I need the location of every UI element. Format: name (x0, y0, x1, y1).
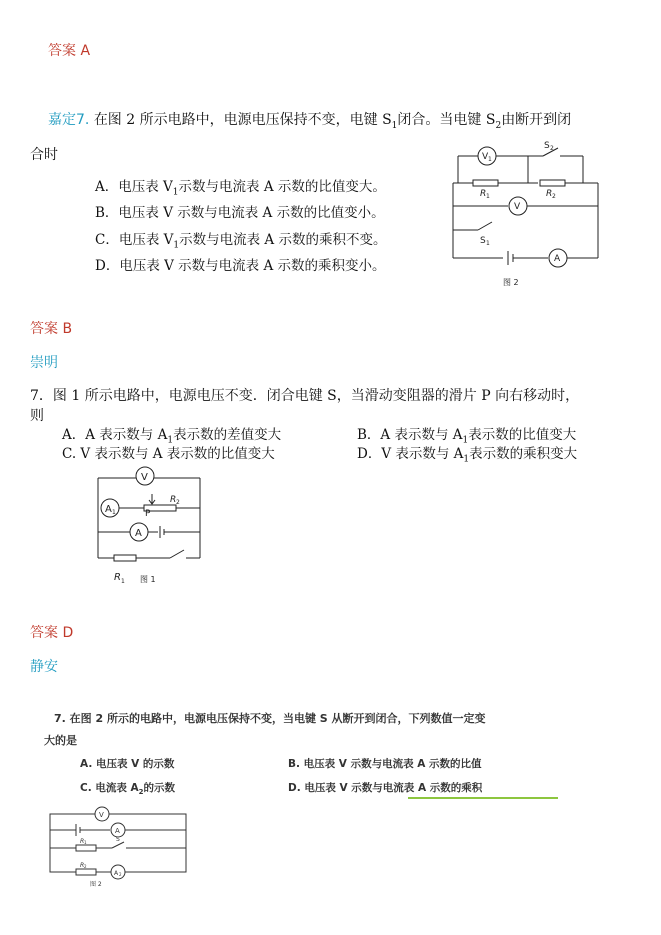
option-text: 示数与电流表 A 示数的比值变大。 (178, 179, 386, 195)
answer-label-1: 答案 A (48, 43, 91, 59)
district-jingan: 静安 (30, 659, 58, 675)
circuit-diagram-jiading (448, 138, 608, 290)
label-v1: V (482, 152, 489, 162)
subscript: 1 (463, 454, 470, 465)
option-c: C. V 表示数与 A 表示数的比值变大 (62, 446, 275, 462)
option-text: 示数与电流表 A 示数的乘积不变。 (179, 232, 387, 248)
stem-continuation: 则 (30, 408, 44, 424)
label-a: A (554, 254, 561, 264)
label-a: A (135, 528, 142, 539)
option-text: 的示数 (143, 782, 176, 794)
label-v: V (514, 202, 521, 212)
option-text: C. 电流表 A (80, 782, 139, 794)
subscript: 1 (172, 187, 179, 198)
question-number: 7. (76, 112, 90, 128)
stem-part: 在图 2 所示电路中，电源电压保持不变，电键 S (93, 112, 392, 128)
option-text: D．电压表 V 示数与电流表 A 示数的乘积变小。 (95, 258, 386, 274)
label-sub: 2 (176, 499, 180, 506)
label-r2: R (80, 862, 85, 869)
label-a1: A (105, 504, 112, 515)
option-a: A. 电压表 V 的示数 (80, 758, 175, 770)
answer-label-3: 答案 D (30, 625, 74, 641)
subscript: 1 (391, 120, 398, 131)
option-text: D．V 表示数与 A (357, 446, 464, 462)
label-sub: 2 (550, 145, 554, 152)
option-b (95, 203, 385, 223)
label-v: V (141, 472, 148, 483)
option-text: B．电压表 V 示数与电流表 A 示数的比值变小。 (95, 205, 385, 221)
label-r1: R (480, 189, 487, 199)
circuit-diagram-chongming (92, 462, 212, 590)
stem-continuation: 大的是 (44, 734, 77, 747)
stem-part: 闭合。当电键 S (397, 112, 496, 128)
label-a: A (115, 827, 120, 835)
option-d (95, 256, 386, 276)
label-sub: 1 (112, 509, 116, 516)
question-chongming: 7．图 1 所示电路中，电源电压不变．闭合电键 S，当滑动变阻器的滑片 P 向右移动时， (30, 388, 580, 404)
option-text: B．A 表示数与 A (357, 427, 463, 443)
option-d (357, 444, 577, 470)
label-sub: 1 (121, 578, 125, 585)
label-sub: 1 (486, 193, 490, 200)
district-chongming: 崇明 (30, 355, 58, 371)
label-sub: 2 (119, 872, 122, 877)
figure-caption: 图 1 (140, 575, 156, 584)
option-text: 表示数的比值变大 (468, 427, 577, 443)
label-sub: 1 (84, 840, 87, 845)
subscript: 1 (167, 435, 174, 446)
label-sub: 1 (488, 156, 492, 163)
option-text: 表示数的乘积变大 (469, 446, 578, 462)
subscript: 2 (495, 120, 502, 131)
highlight-underline (408, 797, 558, 799)
label-r2: R (170, 495, 177, 505)
option-text: A．电压表 V (95, 179, 173, 195)
label-r1: R (114, 572, 121, 583)
option-b: B. 电压表 V 示数与电流表 A 示数的比值 (288, 758, 482, 770)
label-r1: R (80, 838, 85, 845)
option-text: A．A 表示数与 A (62, 427, 168, 443)
answer-label-2: 答案 B (30, 321, 73, 337)
stem-part: 由断开到闭 (501, 112, 572, 128)
option-text: C．电压表 V (95, 232, 174, 248)
option-a (95, 177, 386, 203)
label-sub: 2 (84, 864, 87, 869)
option-c (80, 780, 175, 796)
option-c (95, 230, 386, 256)
option-d: D. 电压表 V 示数与电流表 A 示数的乘积 (288, 782, 483, 794)
label-s: S (116, 836, 120, 843)
label-s2: S (544, 141, 550, 151)
figure-caption: 图 2 (90, 881, 102, 888)
label-a2: A (114, 870, 119, 877)
district-jiading: 嘉定 (48, 112, 76, 128)
label-sub: 2 (552, 193, 556, 200)
subscript: 1 (173, 240, 180, 251)
question-jingan: 7. 在图 2 所示的电路中，电源电压保持不变，当电键 S 从断开到闭合，下列数值一定变 (54, 712, 486, 725)
label-p: P (145, 509, 151, 519)
option-text: 表示数的差值变大 (173, 427, 282, 443)
subscript: 1 (462, 435, 469, 446)
label-r2: R (546, 189, 553, 199)
label-sub: 1 (486, 240, 490, 247)
circuit-diagram-jingan (46, 806, 216, 890)
figure-caption: 图 2 (503, 278, 519, 287)
subscript: 2 (138, 788, 144, 797)
question-jiading (48, 110, 571, 136)
label-v: V (99, 811, 104, 819)
stem-continuation: 合时 (30, 147, 58, 163)
label-s1: S (480, 236, 486, 246)
